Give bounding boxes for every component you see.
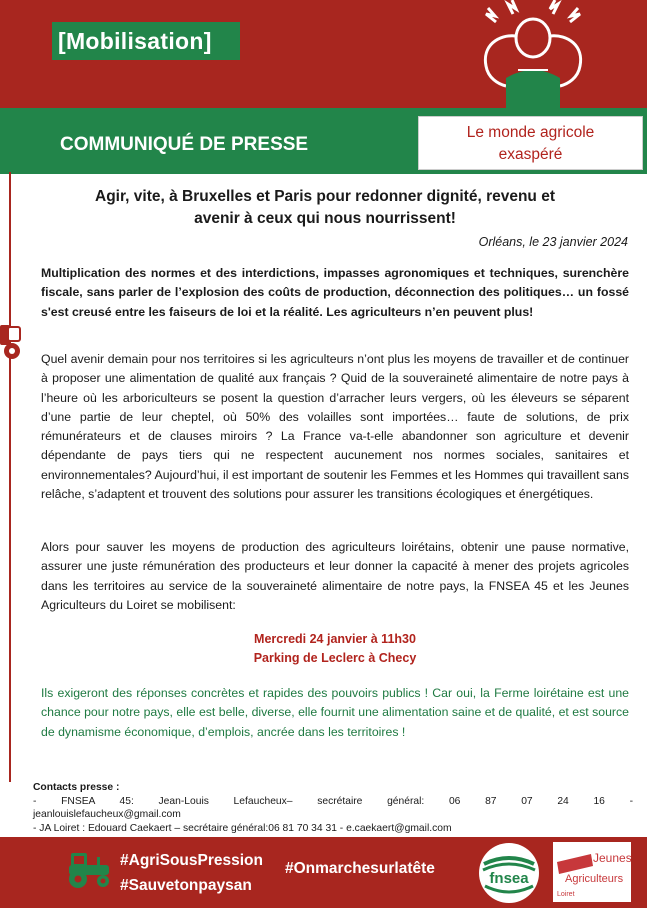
- contact-fnsea-email: jeanlouislefaucheux@gmail.com: [33, 809, 181, 821]
- svg-text:Loiret: Loiret: [557, 891, 575, 898]
- headline-line2: avenir à ceux qui nous nourrissent!: [194, 210, 456, 227]
- mobilisation-badge: [Mobilisation]: [52, 22, 240, 60]
- ja-logo-graphic: [553, 842, 631, 902]
- event-location: Parking de Leclerc à Checy: [253, 651, 417, 665]
- intro-paragraph: Multiplication des normes et des interdictions, impasses agronomiques et techniques, surenchère fiscale, sans parler de l’explosion des coûts de production, déconnection des politiques… un fossé s'est creusé entre les faiseurs de loi et la réalité. Les agriculteurs n’en peuvent plus!: [41, 266, 629, 319]
- tagline-line1: Le monde agricole: [466, 124, 595, 141]
- stressed-farmer-icon: [458, 0, 598, 108]
- contact-ja: - JA Loiret : Edouard Caekaert – secrétaire général:06 81 70 34 31 - e.caekaert@gmail.com: [33, 822, 452, 834]
- left-divider-line: [9, 172, 11, 782]
- hashtag-group: [120, 848, 263, 898]
- closing-paragraph: Ils exigeront des réponses concrètes et rapides des pouvoirs publics ! Car oui, la Ferme loirétaine est une chance pour notre pays, elle est belle, diverse, elle fournit une alimentation saine et de qualité, et est source de dynamisme économique, d’emplois, ancrée dans les territoires !: [41, 686, 629, 739]
- fnsea-logo: [478, 842, 540, 904]
- press-release-title: COMMUNIQUÉ DE PRESSE: [60, 134, 309, 155]
- tagline-line2: exaspéré: [498, 146, 563, 163]
- event-info: [41, 630, 629, 668]
- body-paragraph-1: Quel avenir demain pour nos territoires si les agriculteurs n’ont plus les moyens de travailler et de continuer à proposer une alimentation de qualité aux français ? Quid de la souveraineté alimentaire de notre pays à l’heure où les arboriculteurs se posent la question d’arracher leurs vergers, où les éleveurs se séparent d’une partie de leur cheptel, où 50% des volailles sont importées… faute de solutions, de prix rémunérateurs et de clauses miroirs ? La France va-t-elle abandonner son agriculture et devenir dépendante de pays tiers qui ne respectent aucunement nos normes sociales, sanitaires et environnementales? Aujourd’hui, il est important de soutenir les Femmes et les Hommes qui travaillent sans relâche, s’adaptent et trouvent des solutions pour assurer les transitions écologiques et énergétiques.: [41, 352, 629, 502]
- hashtag-sauvetonpaysan: #Sauvetonpaysan: [120, 877, 252, 894]
- tractor-icon: [65, 847, 113, 889]
- contacts-title: Contacts presse :: [33, 782, 120, 793]
- headline: [55, 186, 595, 230]
- hashtag-agrisouspression: #AgriSousPression: [120, 852, 263, 869]
- body-paragraph-2: Alors pour sauver les moyens de production des agriculteurs loirétains, obtenir une pause normative, assurer une juste rémunération des producteurs et leur donner la capacité à mener des projets agricoles dans les territoires au service de la souveraineté alimentaire de notre pays, la FNSEA 45 et les Jeunes Agriculteurs du Loiret se mobilisent:: [41, 540, 629, 612]
- contact-fnsea: - FNSEA 45: Jean-Louis Lefaucheux– secrétaire général: 06 87 07 24 16 -: [33, 795, 633, 807]
- jeunes-agriculteurs-logo: [553, 842, 631, 902]
- svg-text:Agriculteurs: Agriculteurs: [565, 873, 624, 885]
- tractor-icon: [0, 323, 22, 363]
- tagline-box: [418, 116, 643, 170]
- press-contacts: [33, 781, 633, 835]
- svg-text:Jeunes: Jeunes: [593, 851, 631, 865]
- event-datetime: Mercredi 24 janvier à 11h30: [254, 632, 416, 646]
- hashtag-onmarchesurlatete: #Onmarchesurlatête: [285, 860, 435, 877]
- svg-text:fnsea: fnsea: [489, 870, 529, 887]
- date-location: Orléans, le 23 janvier 2024: [478, 235, 628, 249]
- headline-line1: Agir, vite, à Bruxelles et Paris pour redonner dignité, revenu et: [95, 188, 555, 205]
